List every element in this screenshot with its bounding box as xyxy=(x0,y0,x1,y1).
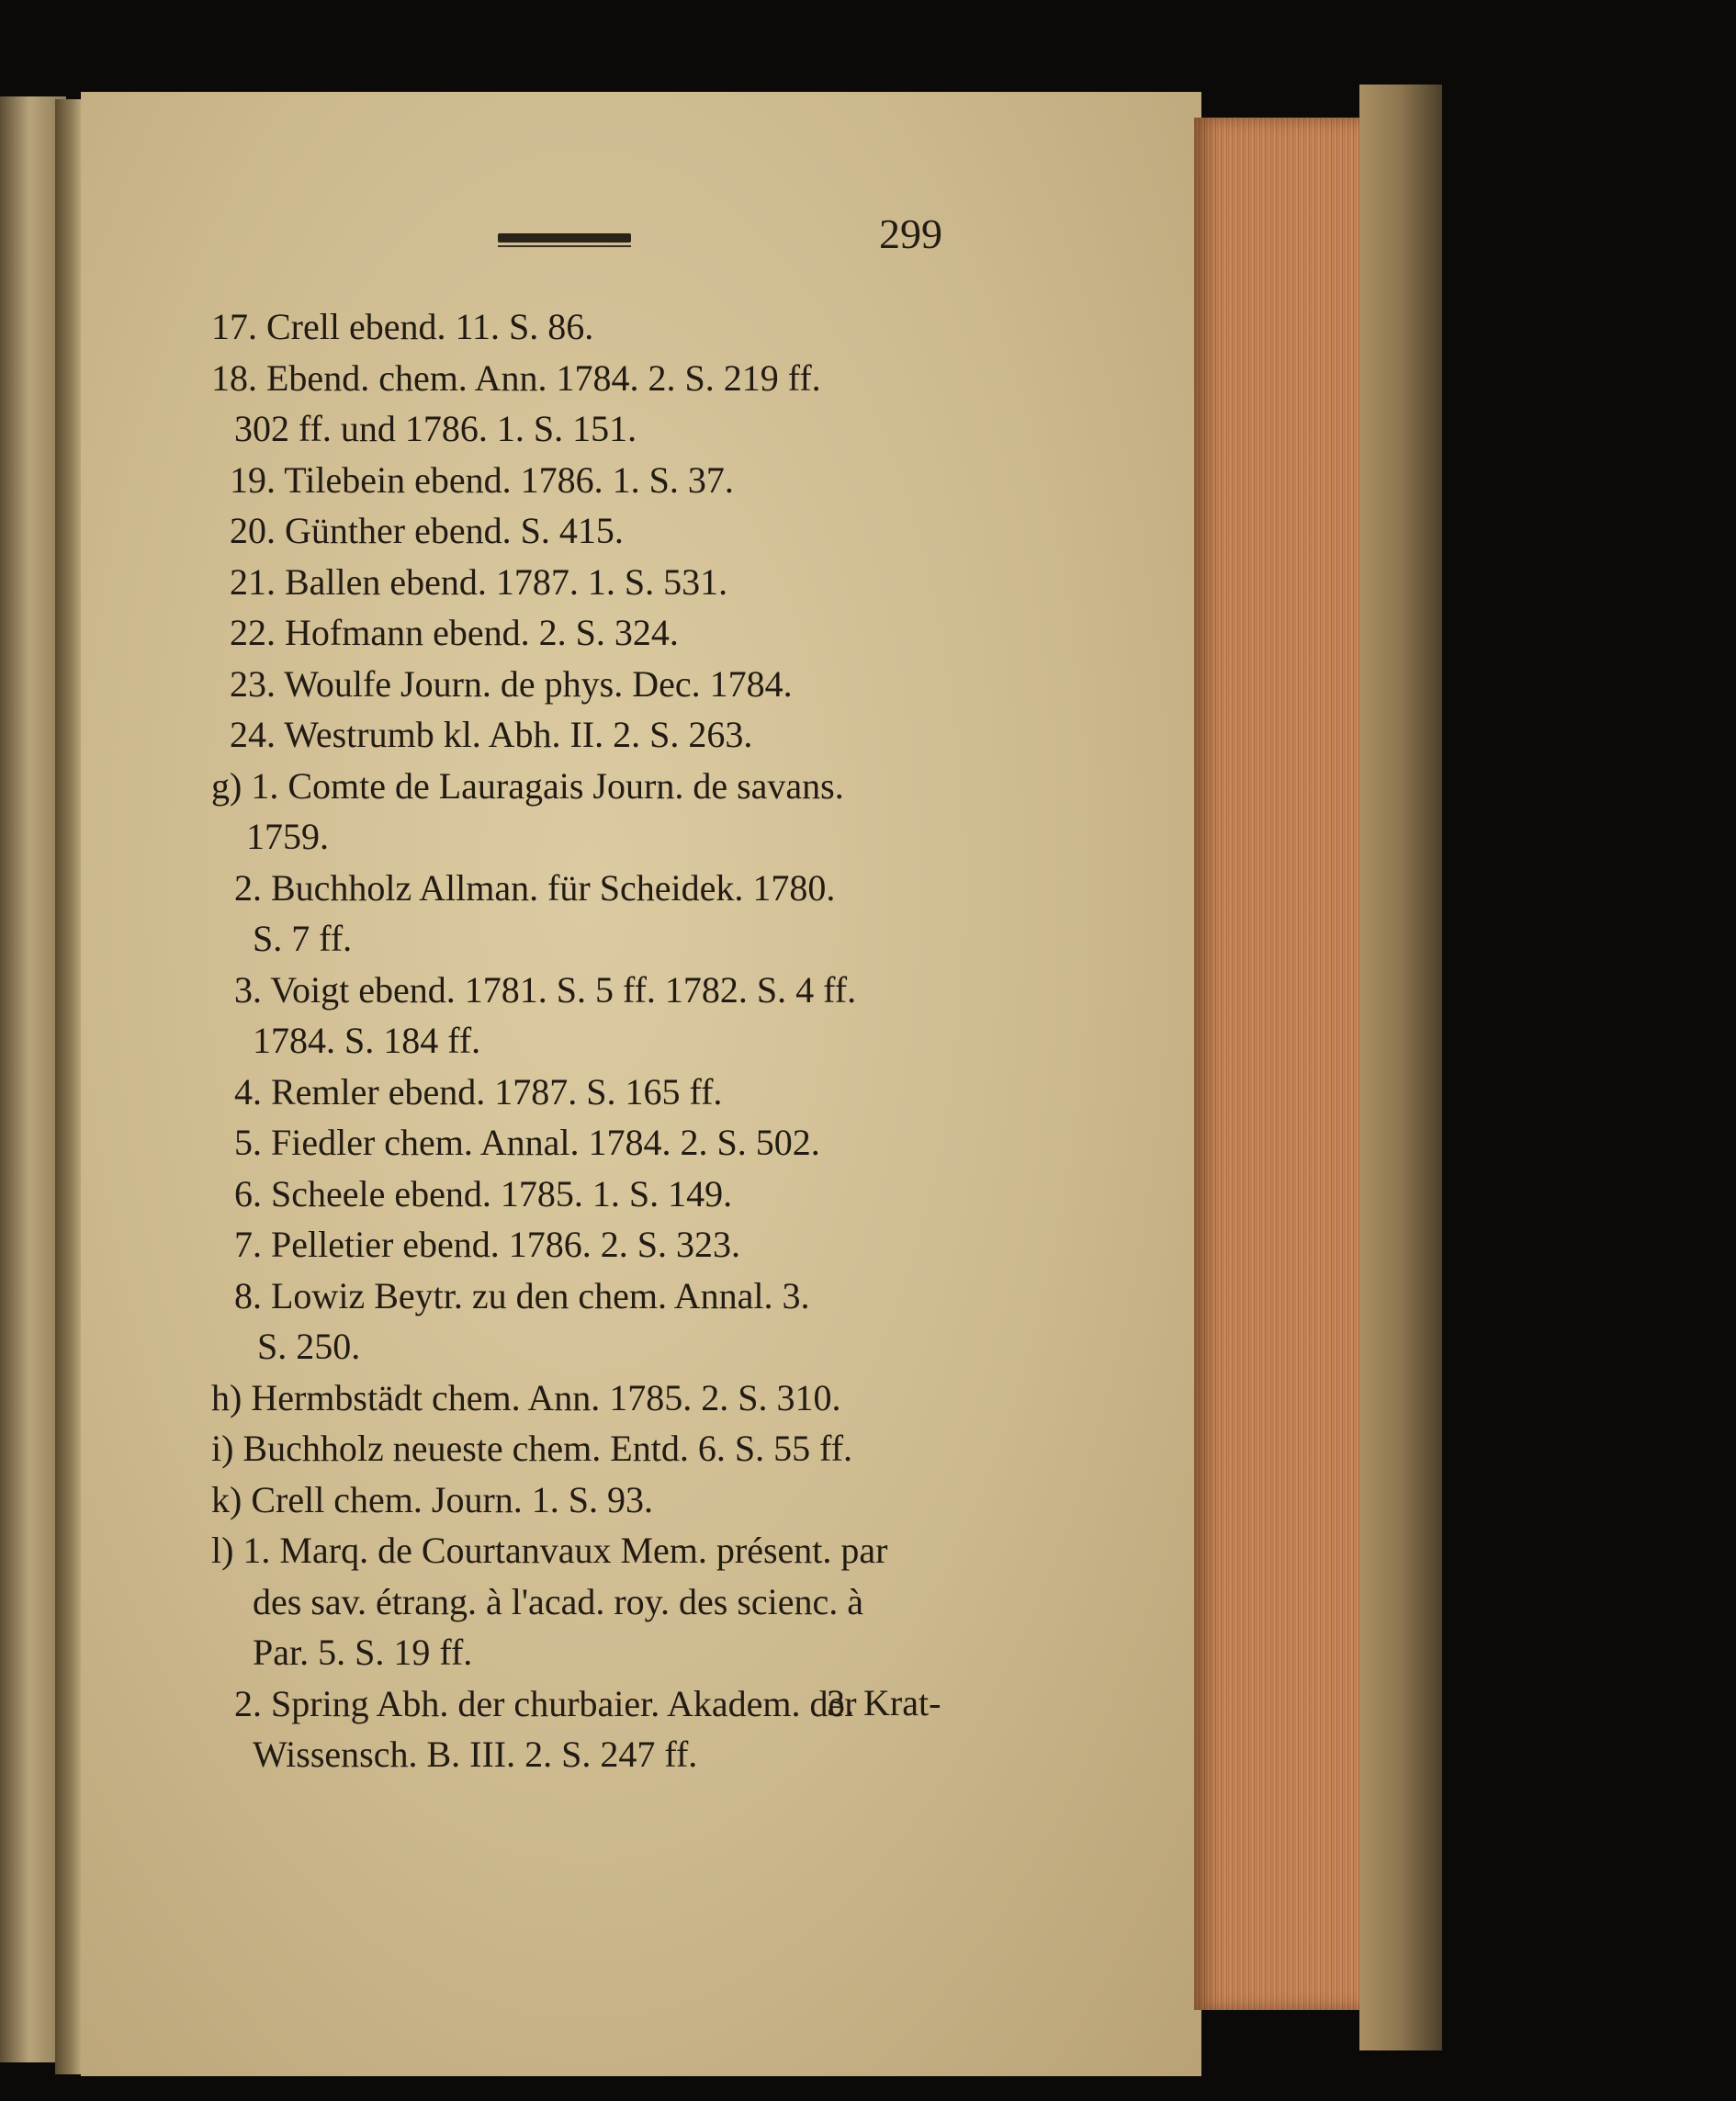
text-line: 7. Pelletier ebend. 1786. 2. S. 323. xyxy=(234,1224,741,1265)
text-line: 4. Remler ebend. 1787. S. 165 ff. xyxy=(234,1070,723,1113)
book-cover-edge xyxy=(1359,85,1442,2050)
text-line: 3. Voigt ebend. 1781. S. 5 ff. 1782. S. 4 ff. xyxy=(234,968,857,1011)
text-line: Wissensch. B. III. 2. S. 247 ff. xyxy=(253,1734,698,1775)
text-line: 24. Westrumb kl. Abh. II. 2. S. 263. xyxy=(230,714,753,755)
text-line: 23. Woulfe Journ. de phys. Dec. 1784. xyxy=(230,662,793,705)
text-line: 17. Crell ebend. 11. S. 86. xyxy=(211,306,594,347)
text-line: 2. Spring Abh. der churbaier. Akadem. der xyxy=(234,1682,857,1724)
text-line: 2. Buchholz Allman. für Scheidek. 1780. xyxy=(234,866,836,909)
text-line: 18. Ebend. chem. Ann. 1784. 2. S. 219 ff. xyxy=(211,356,821,399)
text-line: k) Crell chem. Journ. 1. S. 93. xyxy=(211,1478,654,1520)
text-line: l) 1. Marq. de Courtanvaux Mem. présent. par xyxy=(211,1530,888,1571)
page-block-edge xyxy=(1194,118,1378,2010)
text-line: S. 7 ff. xyxy=(253,918,353,959)
text-line: 1784. S. 184 ff. xyxy=(253,1020,481,1061)
text-line: 22. Hofmann ebend. 2. S. 324. xyxy=(230,612,679,653)
text-line: des sav. étrang. à l'acad. roy. des scienc. à xyxy=(253,1580,864,1622)
page-text-block xyxy=(211,301,983,1780)
text-line: h) Hermbstädt chem. Ann. 1785. 2. S. 310. xyxy=(211,1376,841,1418)
text-line: Par. 5. S. 19 ff. xyxy=(253,1632,473,1673)
text-line: 19. Tilebein ebend. 1786. 1. S. 37. xyxy=(230,458,734,501)
catchword: 3. Krat- xyxy=(827,1682,941,1723)
text-line: 20. Günther ebend. S. 415. xyxy=(230,510,624,551)
text-line: 5. Fiedler chem. Annal. 1784. 2. S. 502. xyxy=(234,1122,820,1163)
page-number: 299 xyxy=(879,210,942,257)
header-ornament-rule xyxy=(498,233,631,243)
text-line: 21. Ballen ebend. 1787. 1. S. 531. xyxy=(230,560,728,603)
text-line: 1759. xyxy=(246,816,329,857)
text-line: g) 1. Comte de Lauragais Journ. de savans. xyxy=(211,764,844,807)
text-line: i) Buchholz neueste chem. Entd. 6. S. 55 ff. xyxy=(211,1428,853,1469)
text-line: 6. Scheele ebend. 1785. 1. S. 149. xyxy=(234,1172,733,1214)
text-line: 302 ff. und 1786. 1. S. 151. xyxy=(234,408,637,449)
text-line: 8. Lowiz Beytr. zu den chem. Annal. 3. xyxy=(234,1274,810,1316)
text-line: S. 250. xyxy=(257,1326,361,1367)
